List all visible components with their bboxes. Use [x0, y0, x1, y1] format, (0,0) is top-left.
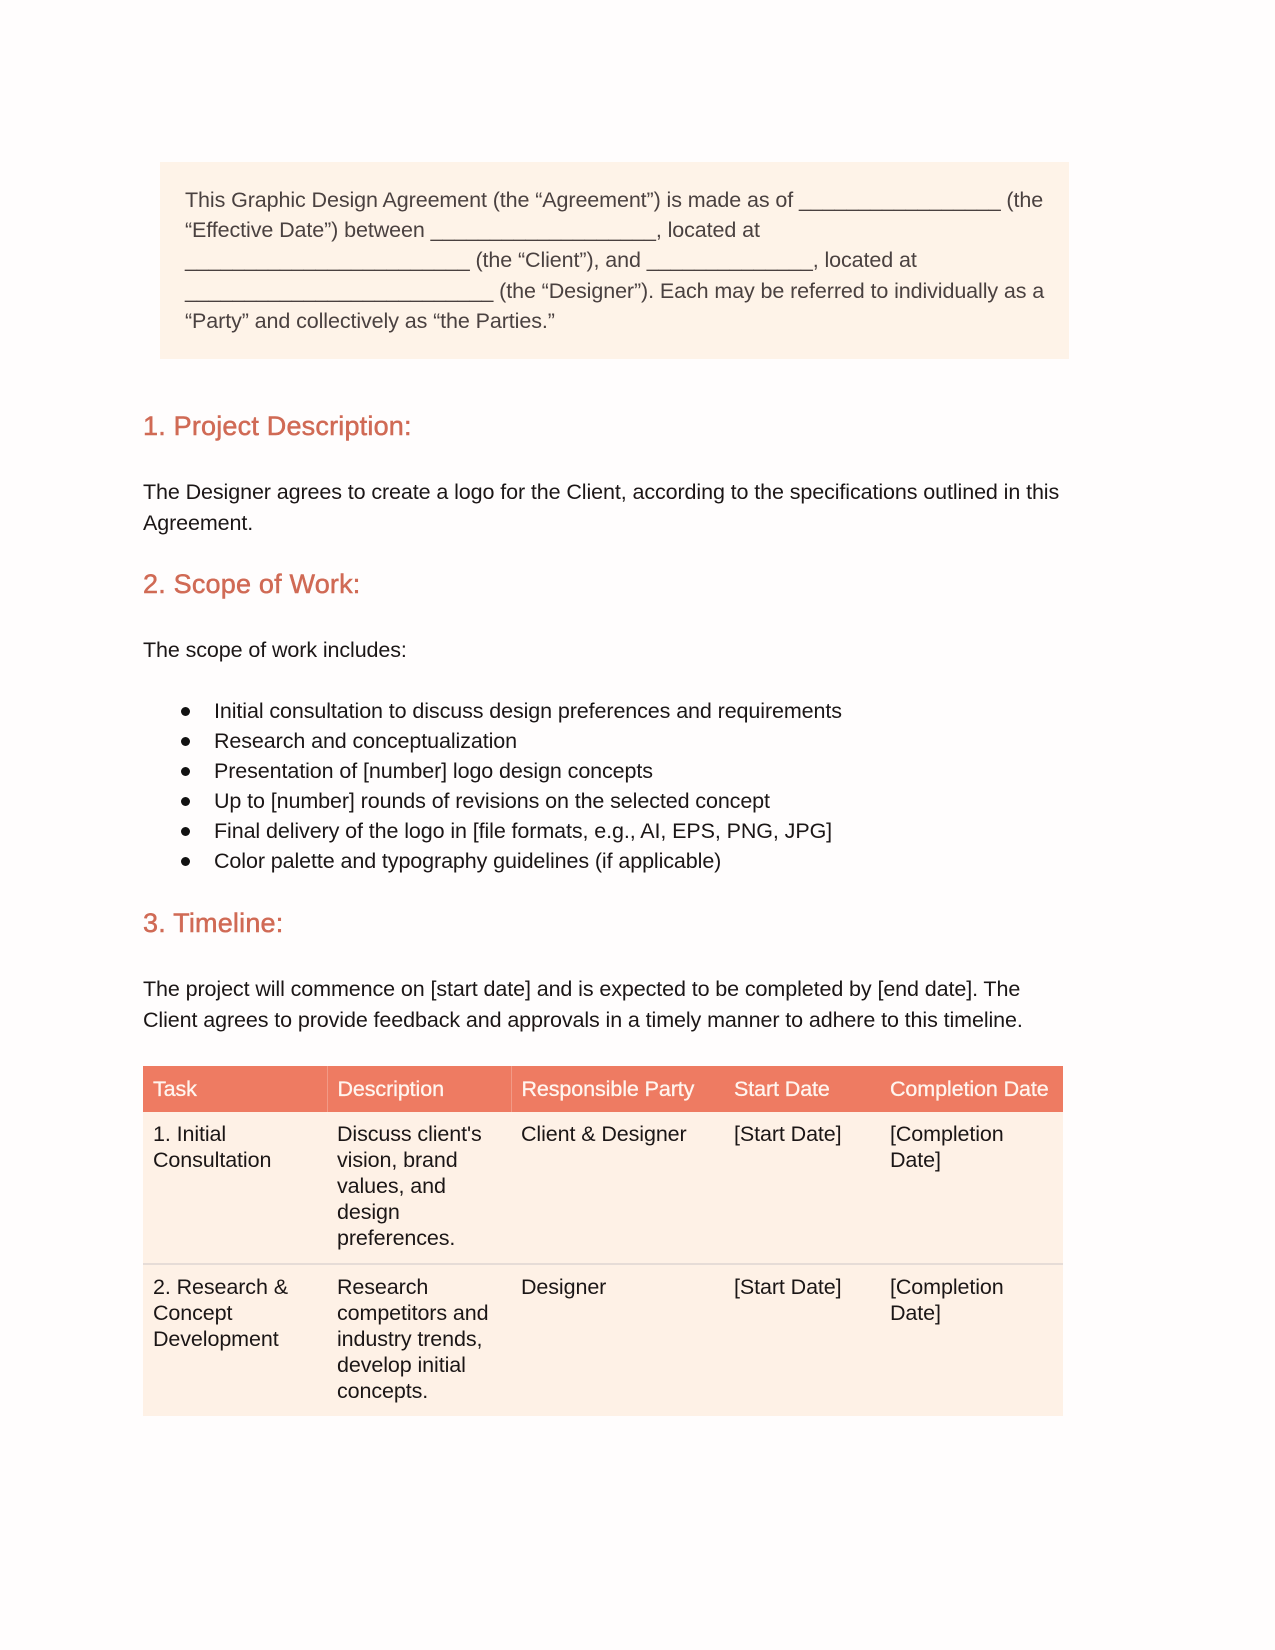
timeline-text: The project will commence on [start date] and is expected to be completed by [end date]. The Client agrees to provide feedback and approvals in a timely manner to adhere to this timeline. [143, 977, 1023, 1032]
cell-description: Research competitors and industry trends, develop initial concepts. [327, 1264, 511, 1416]
list-item: Up to [number] rounds of revisions on the selected concept [143, 786, 842, 816]
list-item: Initial consultation to discuss design preferences and requirements [143, 696, 842, 726]
list-item: Presentation of [number] logo design concepts [143, 756, 842, 786]
intro-paragraph: This Graphic Design Agreement (the “Agreement”) is made as of _________________ (the “Effective Date”) between ___________________, located at ________________________ (the “Client”), and ______________, located at __________________________ (the “Designer”). Each may be referred to individually as a “Party” and collectively as “the Parties.” [185, 188, 1045, 333]
cell-completion-date: [Completion Date] [880, 1264, 1063, 1416]
cell-responsible-party: Designer [511, 1264, 724, 1416]
cell-task: 2. Research & Concept Development [143, 1264, 327, 1416]
cell-completion-date: [Completion Date] [880, 1112, 1063, 1264]
cell-description: Discuss client's vision, brand values, and design preferences. [327, 1112, 511, 1264]
header-description: Description [327, 1066, 511, 1112]
timeline-table [143, 1066, 1063, 1416]
cell-start-date: [Start Date] [724, 1264, 880, 1416]
heading-timeline: 3. Timeline: [143, 908, 284, 938]
cell-start-date: [Start Date] [724, 1112, 880, 1264]
table-row [143, 1112, 1063, 1264]
header-task: Task [143, 1066, 327, 1112]
cell-task: 1. Initial Consultation [143, 1112, 327, 1264]
list-item: Research and conceptualization [143, 726, 842, 756]
list-item: Final delivery of the logo in [file formats, e.g., AI, EPS, PNG, JPG] [143, 816, 842, 846]
heading-project-description: 1. Project Description: [143, 411, 412, 441]
project-description-text: The Designer agrees to create a logo for the Client, according to the specifications outlined in this Agreement. [143, 480, 1060, 535]
cell-responsible-party: Client & Designer [511, 1112, 724, 1264]
heading-scope-of-work: 2. Scope of Work: [143, 569, 361, 599]
header-responsible-party: Responsible Party [511, 1066, 724, 1112]
header-start-date: Start Date [724, 1066, 880, 1112]
scope-intro-text: The scope of work includes: [143, 638, 407, 662]
list-item: Color palette and typography guidelines (if applicable) [143, 846, 842, 876]
intro-box [160, 162, 1069, 359]
scope-bullet-list [143, 696, 842, 877]
header-completion-date: Completion Date [880, 1066, 1063, 1112]
table-row [143, 1264, 1063, 1416]
table-header-row [143, 1066, 1063, 1112]
